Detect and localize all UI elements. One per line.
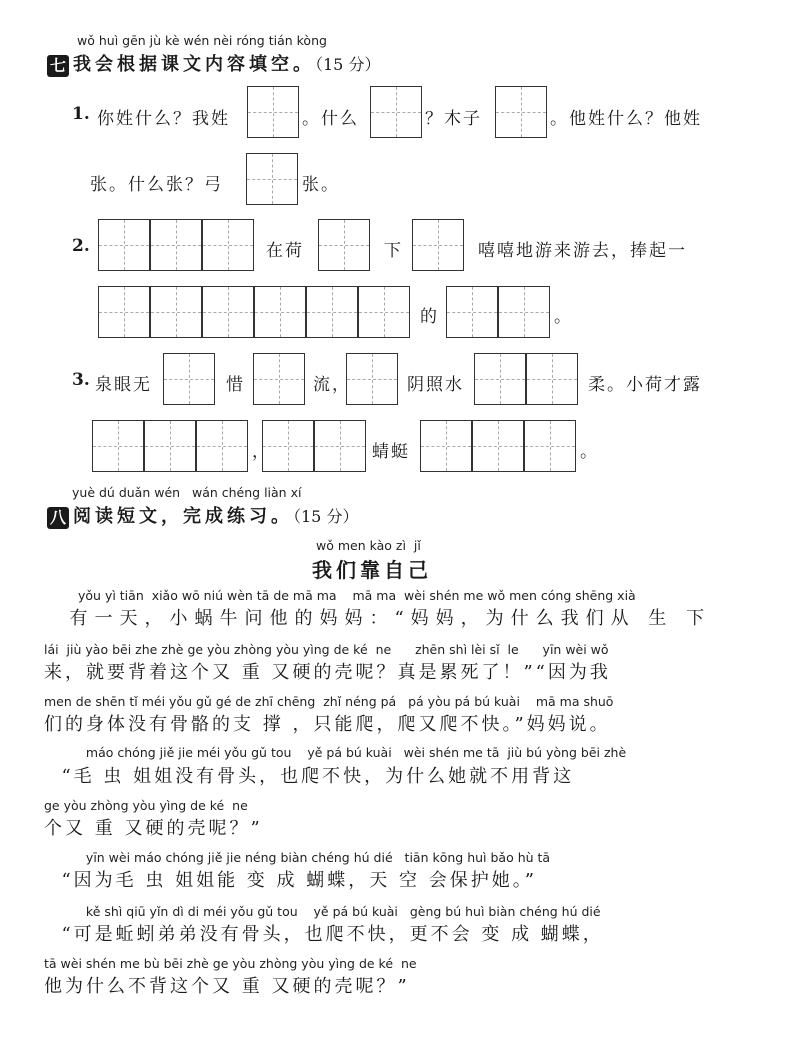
q3-number: 3. (72, 370, 90, 390)
q3-text-a: 泉眼无 (95, 375, 152, 395)
q3-text-f: ， (252, 442, 271, 462)
answer-box[interactable] (474, 353, 526, 405)
answer-box[interactable] (202, 219, 254, 271)
answer-box[interactable] (247, 86, 299, 138)
q3-text-g: 蜻蜓 (372, 442, 410, 462)
q3-text-h: 。 (580, 442, 599, 462)
section7-heading (47, 50, 380, 77)
section7-score: （15 分） (315, 55, 381, 74)
q3-text-d: 阴照水 (407, 375, 464, 395)
story-line-pinyin: tā wèi shén me bù bēi zhè ge yòu zhòng yòu yìng de ké ne (44, 956, 417, 971)
q3-text-c: 流， (313, 375, 351, 395)
answer-box[interactable] (98, 219, 150, 271)
answer-box[interactable] (150, 286, 202, 338)
q2-text-a: 在荷 (266, 241, 304, 261)
answer-box[interactable] (92, 420, 144, 472)
answer-box[interactable] (358, 286, 410, 338)
answer-box[interactable] (202, 286, 254, 338)
q2-text-b: 下 (384, 241, 403, 261)
story-line-text: 来，就要背着这个又 重 又硬的壳呢？真是累死了！”“因为我 (44, 662, 611, 683)
answer-box[interactable] (314, 420, 366, 472)
story-line-pinyin: yīn wèi máo chóng jiě jie néng biàn chéng hú dié tiān kōng huì bǎo hù tā (74, 850, 551, 865)
section8-score: （15 分） (293, 507, 359, 526)
section7-badge: 七 (47, 55, 69, 77)
answer-box[interactable] (98, 286, 150, 338)
story-line-text: “因为毛 虫 姐姐能 变 成 蝴蝶，天 空 会保护她。” (44, 870, 537, 891)
story-line-text: “毛 虫 姐姐没有骨头，也爬不快，为什么她就不用背这 (44, 766, 575, 787)
answer-box[interactable] (446, 286, 498, 338)
story-line-text: 们的身体没有骨骼的支 撑 ，只能爬，爬又爬不快。”妈妈说。 (44, 714, 611, 735)
q1-text-a: 你姓什么？我姓 (97, 109, 230, 129)
answer-box[interactable] (472, 420, 524, 472)
answer-box[interactable] (150, 219, 202, 271)
answer-box[interactable] (254, 286, 306, 338)
story-line-text: 个又 重 又硬的壳呢？” (44, 818, 263, 839)
story-line-text: “可是蚯蚓弟弟没有骨头，也爬不快，更不会 变 成 蝴蝶， (44, 924, 604, 945)
q1-number: 1. (72, 104, 90, 124)
section8-badge: 八 (47, 507, 69, 529)
q3-text-b: 惜 (226, 375, 245, 395)
story-title: 我们靠自己 (312, 558, 432, 582)
answer-box[interactable] (196, 420, 248, 472)
answer-box[interactable] (346, 353, 398, 405)
q2-number: 2. (72, 236, 90, 256)
section7-title: 我会根据课文内容填空。 (73, 54, 315, 75)
story-line-text: 有一天，小蜗牛问他的妈妈：“妈妈，为什么我们从 生 下 (44, 608, 712, 629)
section7-pinyin: wǒ huì gēn jù kè wén nèi róng tián kòng (77, 33, 327, 48)
answer-box[interactable] (370, 86, 422, 138)
q1-text-e: 张。什么张？弓 (90, 175, 223, 195)
story-line-text: 他为什么不背这个又 重 又硬的壳呢？” (44, 976, 410, 997)
q1-text-f: 张。 (302, 175, 340, 195)
story-line-pinyin: kě shì qiū yǐn dì di méi yǒu gǔ tou yě pá bú kuài gèng bú huì biàn chéng hú dié (74, 904, 601, 919)
answer-box[interactable] (262, 420, 314, 472)
answer-box[interactable] (163, 353, 215, 405)
answer-box[interactable] (420, 420, 472, 472)
q2-text-d: 的 (420, 307, 439, 327)
q1-text-c: ？木子 (425, 109, 482, 129)
section8-heading (47, 502, 358, 529)
story-line-pinyin: máo chóng jiě jie méi yǒu gǔ tou yě pá bú kuài wèi shén me tā jiù bú yòng bēi zhè (74, 745, 627, 760)
answer-box[interactable] (526, 353, 578, 405)
q2-text-e: 。 (554, 307, 573, 327)
answer-box[interactable] (318, 219, 370, 271)
q1-text-b: 。什么 (302, 109, 359, 129)
answer-box[interactable] (495, 86, 547, 138)
q2-text-c: 嘻嘻地游来游去，捧起一 (478, 241, 687, 261)
q3-text-e: 柔。小荷才露 (588, 375, 702, 395)
section8-pinyin: yuè dú duǎn wén wán chéng liàn xí (72, 485, 302, 500)
q1-text-d: 。他姓什么？他姓 (550, 109, 702, 129)
story-line-pinyin: yǒu yì tiān xiǎo wō niú wèn tā de mā ma mā ma wèi shén me wǒ men cóng shēng xià (78, 588, 636, 603)
answer-box[interactable] (498, 286, 550, 338)
story-line-pinyin: lái jiù yào bēi zhe zhè ge yòu zhòng yòu yìng de ké ne zhēn shì lèi sǐ le yīn wèi wǒ (44, 642, 609, 657)
story-title-pinyin: wǒ men kào zì jǐ (316, 538, 421, 553)
section8-title: 阅读短文，完成练习。 (73, 506, 293, 527)
answer-box[interactable] (246, 153, 298, 205)
answer-box[interactable] (524, 420, 576, 472)
answer-box[interactable] (144, 420, 196, 472)
story-line-pinyin: men de shēn tǐ méi yǒu gǔ gé de zhī chēng zhǐ néng pá pá yòu pá bú kuài mā ma shuō (44, 694, 614, 709)
answer-box[interactable] (253, 353, 305, 405)
story-line-pinyin: ge yòu zhòng yòu yìng de ké ne (44, 798, 248, 813)
answer-box[interactable] (306, 286, 358, 338)
answer-box[interactable] (412, 219, 464, 271)
